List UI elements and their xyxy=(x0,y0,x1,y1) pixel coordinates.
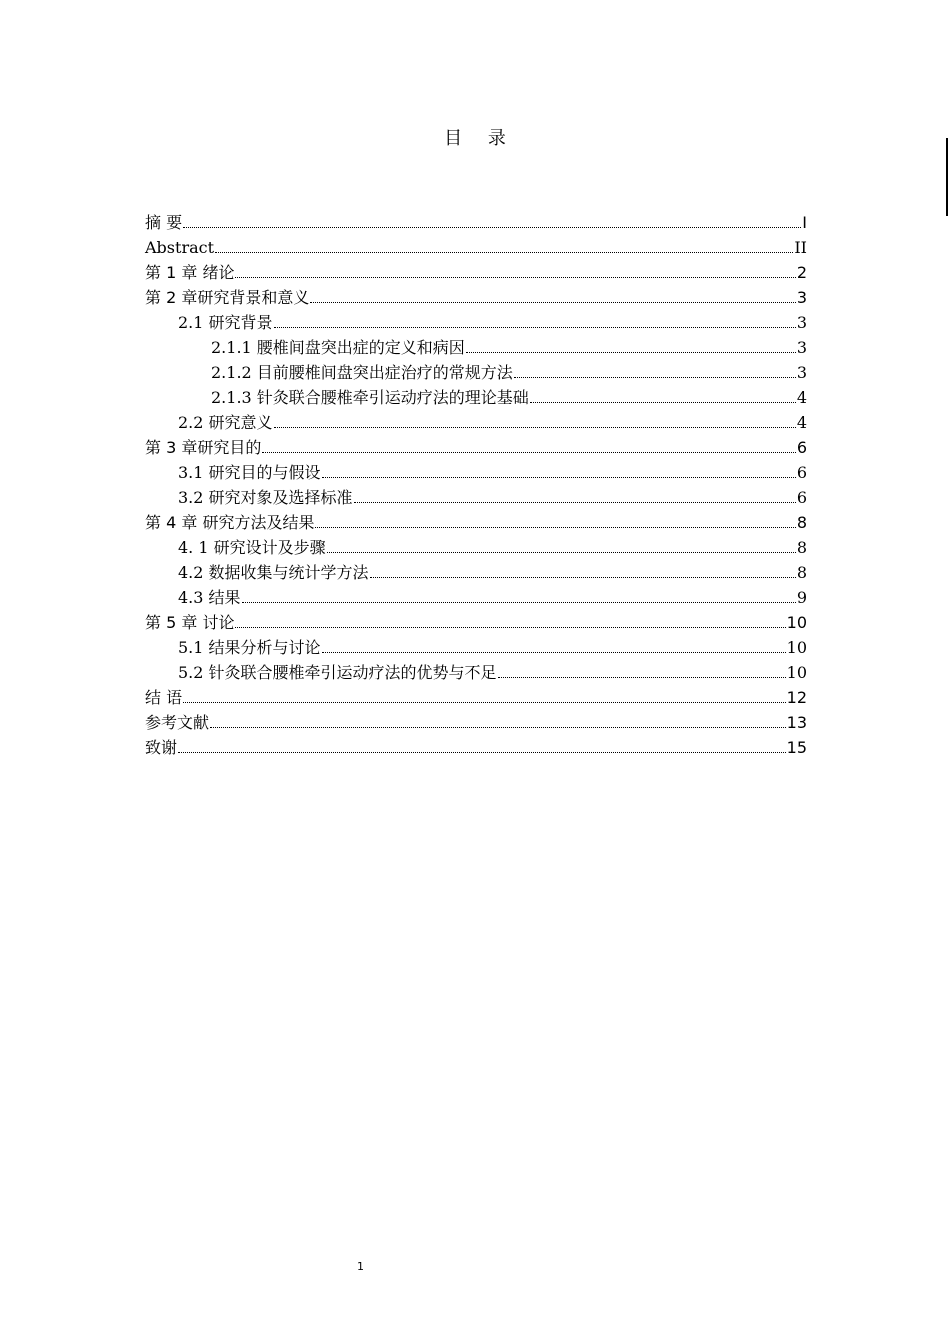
toc-entry-label: 3.1 研究目的与假设 xyxy=(178,463,321,482)
toc-dot-leader xyxy=(183,702,786,703)
toc-dot-leader xyxy=(514,377,796,378)
toc-entry[interactable] xyxy=(145,710,807,735)
toc-entry[interactable] xyxy=(145,385,807,410)
toc-entry-label: 4. 1 研究设计及步骤 xyxy=(178,538,326,557)
toc-entry[interactable] xyxy=(145,485,807,510)
toc-entry-label: Abstract xyxy=(145,238,215,257)
toc-entry[interactable] xyxy=(145,335,807,360)
toc-entry-page-number: 6 xyxy=(796,438,807,457)
toc-entry[interactable] xyxy=(145,410,807,435)
toc-entry[interactable] xyxy=(145,635,807,660)
toc-entry[interactable] xyxy=(145,535,807,560)
toc-entry-label: 第 3 章研究目的 xyxy=(145,438,262,457)
toc-entry-label: 第 4 章 研究方法及结果 xyxy=(145,513,315,532)
toc-entry-label: 4.2 数据收集与统计学方法 xyxy=(178,563,369,582)
toc-entry-label: 2.1.1 腰椎间盘突出症的定义和病因 xyxy=(211,338,465,357)
toc-dot-leader xyxy=(315,527,795,528)
toc-dot-leader xyxy=(235,627,785,628)
toc-entry-page-number: 3 xyxy=(796,363,807,382)
toc-entry-page-number: 6 xyxy=(796,463,807,482)
toc-dot-leader xyxy=(274,427,796,428)
toc-entry[interactable] xyxy=(145,260,807,285)
toc-entry[interactable] xyxy=(145,460,807,485)
toc-entry-label: 2.1 研究背景 xyxy=(178,313,273,332)
toc-entry-label: 摘 要 xyxy=(145,213,183,232)
toc-entry[interactable] xyxy=(145,310,807,335)
toc-entry[interactable] xyxy=(145,510,807,535)
toc-entry[interactable] xyxy=(145,360,807,385)
toc-entry-page-number: 9 xyxy=(796,588,807,607)
toc-entry-page-number: 3 xyxy=(796,313,807,332)
toc-entry[interactable] xyxy=(145,435,807,460)
toc-entry-label: 致谢 xyxy=(145,738,178,757)
toc-entry-label: 结 语 xyxy=(145,688,183,707)
toc-entry-page-number: 6 xyxy=(796,488,807,507)
toc-dot-leader xyxy=(242,602,796,603)
toc-entry-label: 2.1.2 目前腰椎间盘突出症治疗的常规方法 xyxy=(211,363,513,382)
toc-entry-page-number: 8 xyxy=(796,563,807,582)
toc-entry-page-number: 4 xyxy=(796,388,807,407)
toc-entry-label: 4.3 结果 xyxy=(178,588,241,607)
toc-dot-leader xyxy=(354,502,796,503)
toc-dot-leader xyxy=(310,302,795,303)
toc-dot-leader xyxy=(530,402,796,403)
toc-dot-leader xyxy=(370,577,796,578)
toc-dot-leader xyxy=(178,752,786,753)
toc-entry-label: 第 5 章 讨论 xyxy=(145,613,235,632)
toc-entry-page-number: 12 xyxy=(786,688,807,707)
toc-entry-label: 第 2 章研究背景和意义 xyxy=(145,288,310,307)
toc-dot-leader xyxy=(322,652,786,653)
toc-entry[interactable] xyxy=(145,285,807,310)
toc-entry-page-number: 3 xyxy=(796,338,807,357)
toc-entry-page-number: 8 xyxy=(796,513,807,532)
toc-dot-leader xyxy=(274,327,796,328)
toc-entry-page-number: 8 xyxy=(796,538,807,557)
toc-entry-page-number: II xyxy=(794,238,807,257)
toc-dot-leader xyxy=(262,452,795,453)
toc-entry[interactable] xyxy=(145,685,807,710)
toc-dot-leader xyxy=(215,252,793,253)
toc-entry-label: 3.2 研究对象及选择标准 xyxy=(178,488,353,507)
toc-dot-leader xyxy=(327,552,796,553)
toc-dot-leader xyxy=(183,227,801,228)
toc-dot-leader xyxy=(210,727,786,728)
toc-entry[interactable] xyxy=(145,235,807,260)
toc-entry-label: 5.1 结果分析与讨论 xyxy=(178,638,321,657)
toc-entry[interactable] xyxy=(145,735,807,760)
toc-entry-page-number: 10 xyxy=(786,638,807,657)
toc-entry-page-number: 15 xyxy=(786,738,807,757)
toc-entry-page-number: 3 xyxy=(796,288,807,307)
toc-entry[interactable] xyxy=(145,660,807,685)
toc-entry-page-number: 10 xyxy=(786,613,807,632)
toc-entry-label: 5.2 针灸联合腰椎牵引运动疗法的优势与不足 xyxy=(178,663,497,682)
toc-entry[interactable] xyxy=(145,560,807,585)
toc-dot-leader xyxy=(466,352,796,353)
toc-dot-leader xyxy=(235,277,795,278)
page-title: 目 录 xyxy=(444,128,516,149)
footer-page-number: 1 xyxy=(357,1260,364,1273)
table-of-contents xyxy=(145,210,807,760)
toc-dot-leader xyxy=(498,677,786,678)
toc-entry-page-number: 10 xyxy=(786,663,807,682)
toc-entry-page-number: I xyxy=(802,213,807,232)
toc-entry[interactable] xyxy=(145,585,807,610)
toc-entry-label: 2.2 研究意义 xyxy=(178,413,273,432)
toc-entry[interactable] xyxy=(145,210,807,235)
toc-entry-page-number: 13 xyxy=(786,713,807,732)
toc-entry[interactable] xyxy=(145,610,807,635)
toc-entry-page-number: 4 xyxy=(796,413,807,432)
toc-entry-label: 第 1 章 绪论 xyxy=(145,263,235,282)
toc-entry-label: 2.1.3 针灸联合腰椎牵引运动疗法的理论基础 xyxy=(211,388,529,407)
toc-dot-leader xyxy=(322,477,796,478)
toc-entry-page-number: 2 xyxy=(796,263,807,282)
toc-entry-label: 参考文献 xyxy=(145,713,210,732)
